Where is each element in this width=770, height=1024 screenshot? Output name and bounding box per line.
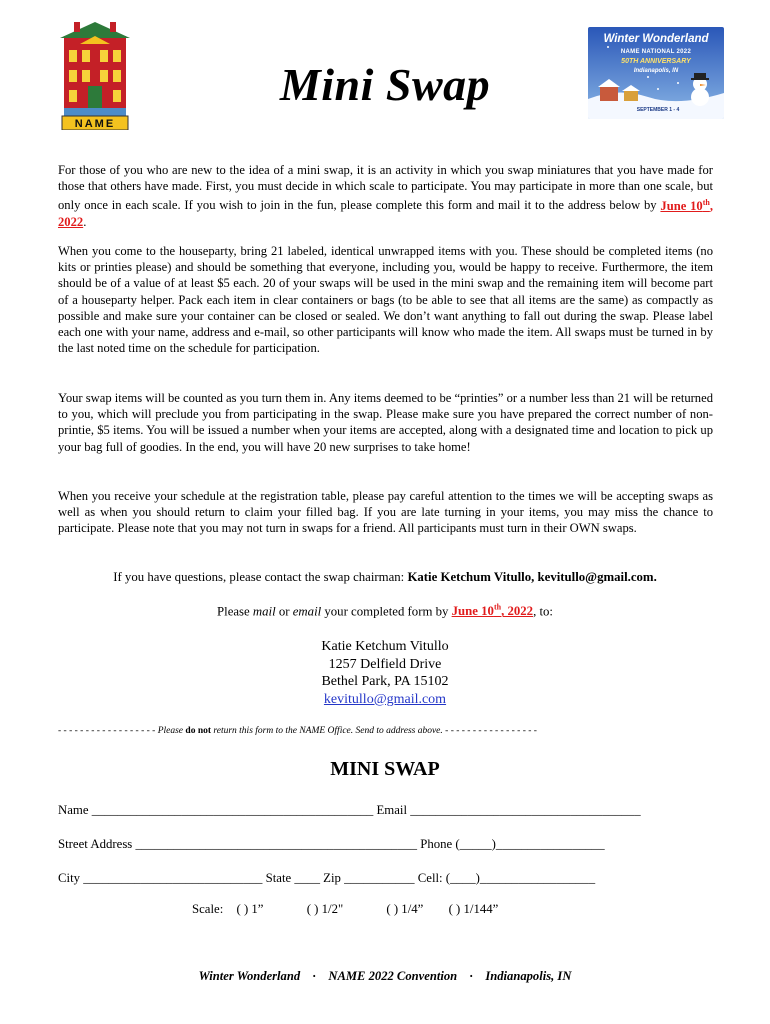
- scale-option-quarter-inch[interactable]: ( ) 1/4”: [386, 902, 424, 916]
- cut-line: [58, 726, 713, 736]
- address-street: 1257 Delfield Drive: [328, 656, 442, 672]
- deadline-date-year: , 2022: [58, 198, 714, 229]
- mail-deadline-date: [452, 604, 533, 618]
- deadline-date-suffix: th: [702, 197, 710, 207]
- address-name: Katie Ketchum Vitullo: [321, 639, 449, 654]
- banner-title: Winter Wonderland: [603, 33, 709, 45]
- mail-date-year: , 2022: [501, 604, 534, 619]
- mail-text-b: or: [275, 604, 293, 619]
- email-word: email: [292, 604, 322, 619]
- schedule-paragraph: When you receive your schedule at the registration table, please pay careful attention to the times we will be accepting swaps as well as when you should return to claim your filled bag. If you are late turning in your items, you may miss the chance to participate. Please note that you may not turn in swaps for a friend. All participants must turn in their OWN swaps.: [58, 489, 713, 536]
- scale-selection: [192, 902, 498, 917]
- city-state-zip-cell-field[interactable]: City ____________________________ State ____ Zip ___________ Cell: (____)__________________: [58, 871, 596, 885]
- address-city: Bethel Park, PA 15102: [321, 674, 449, 690]
- footer: [0, 969, 770, 984]
- questions-line: [0, 570, 770, 585]
- scale-option-half-inch[interactable]: ( ) 1/2": [306, 902, 344, 916]
- cut-text-a: Please: [157, 726, 186, 736]
- footer-convention: NAME 2022 Convention: [328, 969, 458, 983]
- name-email-field[interactable]: Name ____________________________________________ Email ____________________________________: [58, 803, 641, 817]
- banner-dates: SEPTEMBER 1 - 4: [636, 107, 680, 113]
- counting-paragraph: Your swap items will be counted as you turn them in. Any items deemed to be “printies” or a number less than 21 will be returned to you, which will preclude you from participating in the swap. Please make sure you have prepared the correct number of non-printie, $5 items. You will be issued a number when your items are accepted, along with a designated time and location to pick up your bag full of goodies. In the end, you will have 20 new surprises to take home!: [58, 391, 713, 454]
- address-email-link[interactable]: kevitullo@gmail.com: [323, 691, 447, 707]
- intro-text: For those of you who are new to the idea of a mini swap, it is an activity in which you swap miniatures that you have made for those that others have made. First, you must decide in which scale to participate. You may participate in more than one scale, but only once in each scale. If you wish to join in the fun, please complete this form and mail it to the address below by: [58, 163, 713, 213]
- mail-text-a: Please: [217, 604, 253, 619]
- scale-option-1-144[interactable]: ( ) 1/144”: [448, 902, 499, 916]
- convention-banner: [588, 27, 724, 119]
- banner-anniversary: 50TH ANNIVERSARY: [621, 58, 691, 65]
- page-title: Mini Swap: [279, 59, 491, 110]
- deadline-date-day: June 10: [660, 198, 703, 213]
- banner-location: Indianapolis, IN: [633, 68, 679, 74]
- questions-prefix: If you have questions, please contact the swap chairman:: [113, 570, 408, 584]
- banner-subtitle: NAME NATIONAL 2022: [620, 49, 692, 55]
- mail-text-c: your completed form by: [321, 604, 452, 619]
- mail-date-suffix: th: [493, 603, 502, 612]
- mail-instructions: [0, 603, 770, 619]
- cut-text-b: return this form to the NAME Office. Send to address above.: [211, 726, 443, 736]
- cut-text-bold: do not: [185, 726, 212, 736]
- intro-paragraph: [58, 162, 713, 230]
- mailing-address: [0, 638, 770, 708]
- logo-text: NAME: [74, 118, 116, 130]
- address-phone-field[interactable]: Street Address ____________________________________________ Phone (_____)_________________: [58, 837, 605, 851]
- mail-text-d: , to:: [533, 604, 553, 619]
- scale-label: Scale:: [192, 902, 224, 916]
- cut-dashes-left: - - - - - - - - - - - - - - - - - -: [58, 726, 158, 736]
- scale-option-1-inch[interactable]: ( ) 1”: [236, 902, 264, 916]
- footer-location: Indianapolis, IN: [485, 969, 572, 983]
- footer-separator-1: ·: [312, 969, 317, 983]
- form-title: MINI SWAP: [330, 758, 440, 780]
- swap-chairman-contact: Katie Ketchum Vitullo, kevitullo@gmail.com.: [407, 570, 657, 584]
- mail-word: mail: [252, 604, 276, 619]
- mail-date-day: June 10: [451, 604, 494, 619]
- cut-dashes-right: - - - - - - - - - - - - - - - - -: [442, 726, 537, 736]
- footer-separator-2: ·: [469, 969, 474, 983]
- houseparty-paragraph: When you come to the houseparty, bring 21 labeled, identical unwrapped items with you. These should be completed items (no kits or printies please) and should be something that everyone, including you, would be happy to receive. Furthermore, the item should be of a value of at least $5 each. 20 of your swaps will be used in the mini swap and the remaining item will become part of a houseparty helper. Pack each item in clear containers or bags (to be able to see that all items are the same) as compactly as possible and make sure your container can be closed or sealed. We don’t want anything to fall out during the swap. Please label each one with your name, address and e-mail, so other participants will know who made the item. All swaps must be turned in by the last noted time on the schedule for participation.: [58, 244, 713, 356]
- intro-end: .: [83, 214, 87, 229]
- footer-event: Winter Wonderland: [198, 969, 301, 983]
